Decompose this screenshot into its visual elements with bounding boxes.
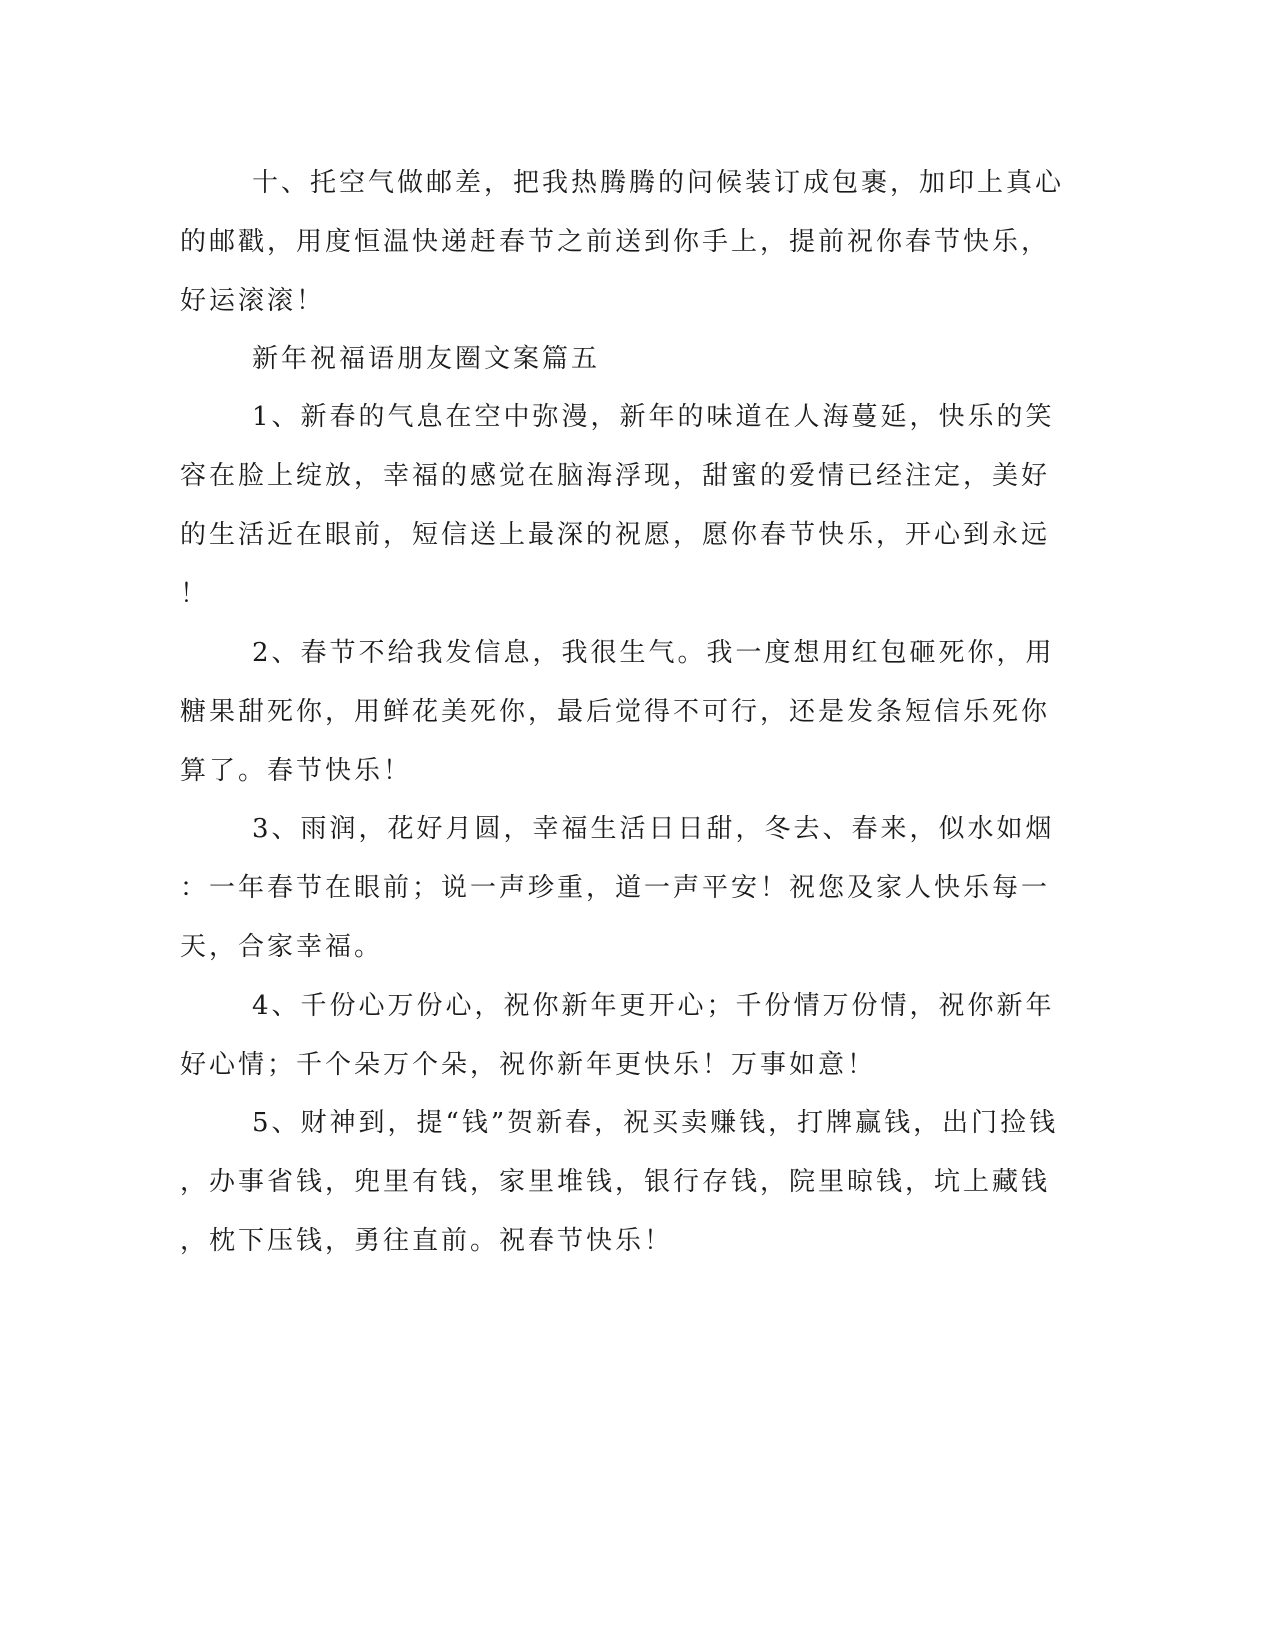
paragraph-5-line-3: ，枕下压钱，勇往直前。祝春节快乐！ [180, 1226, 674, 1256]
paragraph-3-line-3: 天，合家幸福。 [180, 932, 384, 962]
paragraph-3-line-2: ：一年春节在眼前；说一声珍重，道一声平安！祝您及家人快乐每一 [180, 873, 1051, 903]
paragraph-5-line-2: ，办事省钱，兜里有钱，家里堆钱，银行存钱，院里晾钱，坑上藏钱 [180, 1167, 1051, 1197]
paragraph-4-line-2: 好心情；千个朵万个朵，祝你新年更快乐！万事如意！ [180, 1050, 877, 1080]
paragraph-10-line-1: 十、托空气做邮差，把我热腾腾的问候装订成包裹，加印上真心 [252, 168, 1065, 198]
section-heading: 新年祝福语朋友圈文案篇五 [252, 344, 601, 374]
paragraph-4-line-1: 4、千份心万份心，祝你新年更开心；千份情万份情，祝你新年 [252, 991, 1055, 1021]
paragraph-10-line-2: 的邮戳，用度恒温快递赶春节之前送到你手上，提前祝你春节快乐， [180, 227, 1051, 257]
paragraph-1-line-1: 1、新春的气息在空中弥漫，新年的味道在人海蔓延，快乐的笑 [252, 402, 1055, 432]
paragraph-1-line-2: 容在脸上绽放，幸福的感觉在脑海浮现，甜蜜的爱情已经注定，美好 [180, 461, 1051, 491]
paragraph-3-line-1: 3、雨润，花好月圆，幸福生活日日甜，冬去、春来，似水如烟 [252, 814, 1055, 844]
paragraph-1-line-4: ！ [180, 579, 210, 609]
paragraph-1-line-3: 的生活近在眼前，短信送上最深的祝愿，愿你春节快乐，开心到永远 [180, 520, 1051, 550]
paragraph-5-line-1: 5、财神到，提“钱”贺新春，祝买卖赚钱，打牌赢钱，出门捡钱 [252, 1108, 1059, 1138]
paragraph-2-line-1: 2、春节不给我发信息，我很生气。我一度想用红包砸死你，用 [252, 638, 1055, 668]
paragraph-2-line-3: 算了。春节快乐！ [180, 756, 413, 786]
paragraph-2-line-2: 糖果甜死你，用鲜花美死你，最后觉得不可行，还是发条短信乐死你 [180, 697, 1051, 727]
paragraph-10-line-3: 好运滚滚！ [180, 286, 326, 316]
